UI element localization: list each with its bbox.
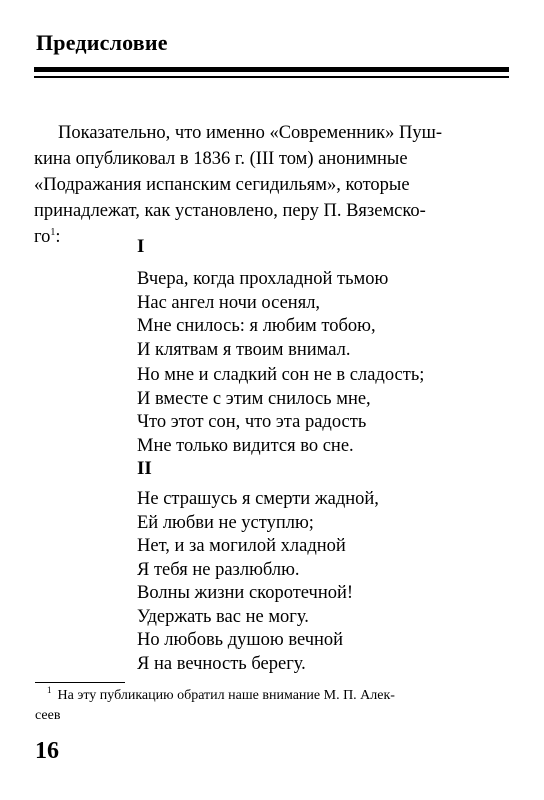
verse-line: Вчера, когда прохладной тьмою bbox=[137, 269, 389, 289]
intro-line-2: кина опубликовал в 1836 г. (III том) анонимные bbox=[34, 149, 408, 169]
verse-line: Что этот сон, что эта радость bbox=[137, 412, 367, 432]
verse-line: Нас ангел ночи осенял, bbox=[137, 292, 321, 313]
page-heading: Предисловие bbox=[36, 30, 168, 55]
stanza-2 bbox=[137, 364, 497, 458]
verse-line: И вместе с этим снилось мне, bbox=[137, 388, 371, 409]
verse-line: Я на вечность берегу. bbox=[137, 653, 306, 674]
footnote-line-1: $^1$ На эту публикацию обратил наше внимание М. П. Алек- bbox=[47, 685, 395, 703]
intro-line-1: Показательно, что именно «Современник» Пуш- bbox=[58, 123, 442, 143]
intro-line-5: го$^1$: bbox=[34, 226, 61, 247]
footnote-line-2: сеев bbox=[35, 708, 61, 723]
page-number: 16 bbox=[35, 738, 59, 764]
footnote-reference: 1 bbox=[50, 226, 56, 238]
footnote-number: 1 bbox=[47, 685, 52, 696]
heading-rule-thick bbox=[34, 67, 509, 72]
stanza-4 bbox=[137, 582, 497, 676]
intro-line-3: «Подражания испанским сегидильям», которые bbox=[34, 175, 410, 195]
section-numeral-1: I bbox=[137, 236, 145, 257]
verse-line: Не страшусь я смерти жадной, bbox=[137, 489, 379, 509]
footnote-separator bbox=[35, 682, 125, 683]
verse-line: Мне снилось: я любим тобою, bbox=[137, 316, 376, 336]
heading-rule-thin bbox=[34, 76, 509, 78]
section-numeral-2: II bbox=[137, 458, 152, 479]
stanza-3 bbox=[137, 488, 497, 582]
verse-line: Но мне и сладкий сон не в сладость; bbox=[137, 365, 425, 385]
verse-line: Я тебя не разлюблю. bbox=[137, 559, 300, 580]
verse-line: Нет, и за могилой хладной bbox=[137, 536, 346, 556]
footnote bbox=[35, 686, 507, 726]
intro-line-4: принадлежат, как установлено, перу П. Вяземско- bbox=[34, 201, 426, 221]
verse-line: Мне только видится во сне. bbox=[137, 435, 354, 456]
verse-line: Но любовь душою вечной bbox=[137, 630, 344, 650]
intro-paragraph bbox=[34, 120, 506, 250]
verse-line: Волны жизни скоротечной! bbox=[137, 583, 354, 603]
stanza-1 bbox=[137, 268, 497, 362]
verse-line: И клятвам я твоим внимал. bbox=[137, 339, 351, 360]
verse-line: Ей любви не уступлю; bbox=[137, 512, 314, 533]
verse-line: Удержать вас не могу. bbox=[137, 606, 309, 627]
